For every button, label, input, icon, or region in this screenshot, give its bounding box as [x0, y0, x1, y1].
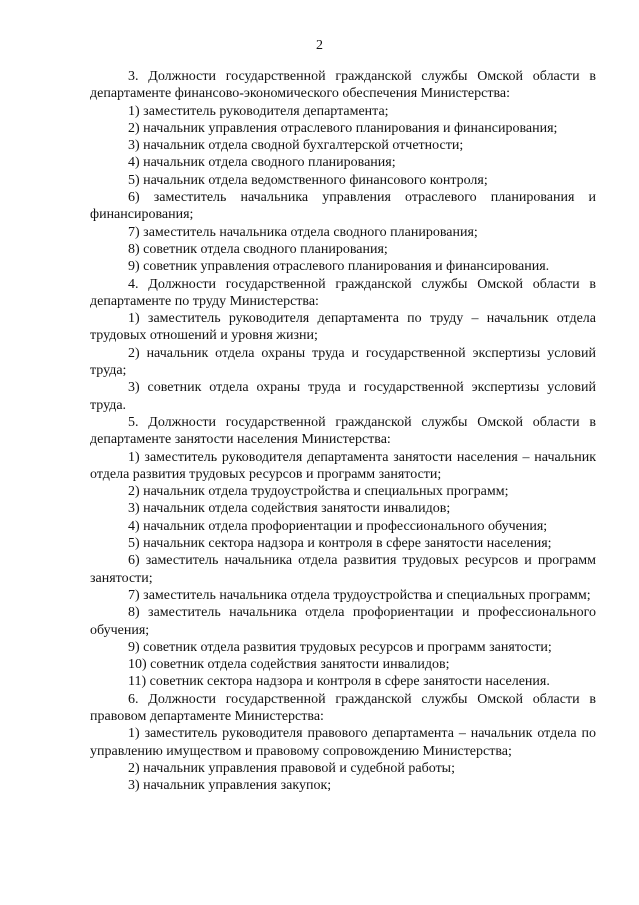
list-item: 6) заместитель начальника отдела развития трудовых ресурсов и программ занятости;: [90, 553, 596, 586]
list-item: 2) начальник отдела трудоустройства и специальных программ;: [128, 484, 509, 500]
list-item: 1) заместитель руководителя департамента;: [128, 103, 389, 119]
section-heading: 5. Должности государственной гражданской службы Омской области в департаменте занятости населения Министерства:: [90, 414, 596, 448]
list-item: 8) заместитель начальника отдела профориентации и профессионального обучения;: [90, 605, 596, 638]
list-item: 9) советник отдела развития трудовых ресурсов и программ занятости;: [128, 639, 552, 655]
list-item: 3) советник отдела охраны труда и государственной экспертизы условий труда.: [90, 380, 596, 413]
document-body: [90, 68, 596, 794]
list-item: 1) заместитель руководителя департамента по труду – начальник отдела трудовых отношений и уровня жизни;: [90, 311, 596, 344]
list-item: 3) начальник отдела содействия занятости инвалидов;: [128, 501, 451, 517]
list-item: 2) начальник управления отраслевого планирования и финансирования;: [128, 120, 558, 136]
list-item: 1) заместитель руководителя департамента занятости населения – начальник отдела развития трудовых ресурсов и программ занятости;: [90, 449, 596, 482]
list-item: 4) начальник отдела профориентации и профессионального обучения;: [128, 518, 548, 534]
list-item: 11) советник сектора надзора и контроля в сфере занятости населения.: [128, 674, 550, 690]
list-item: 9) советник управления отраслевого планирования и финансирования.: [128, 259, 550, 275]
list-item: 2) начальник управления правовой и судебной работы;: [128, 760, 455, 776]
list-item: 7) заместитель начальника отдела сводного планирования;: [128, 224, 478, 240]
list-item: 2) начальник отдела охраны труда и государственной экспертизы условий труда;: [90, 345, 596, 379]
section-heading: 4. Должности государственной гражданской службы Омской области в департаменте по труду Министерства:: [90, 276, 596, 309]
page-number: 2: [316, 38, 323, 53]
list-item: 7) заместитель начальника отдела трудоустройства и специальных программ;: [128, 587, 591, 603]
section-heading: 3. Должности государственной гражданской службы Омской области в департаменте финансово-экономического обеспечения Министерства:: [90, 69, 596, 102]
list-item: 10) советник отдела содействия занятости инвалидов;: [128, 657, 450, 673]
list-item: 6) заместитель начальника управления отраслевого планирования и финансирования;: [90, 190, 596, 223]
list-item: 1) заместитель руководителя правового департамента – начальник отдела по управлению имуществом и правовому сопровождению Министерства;: [90, 726, 596, 759]
list-item: 4) начальник отдела сводного планирования;: [128, 155, 396, 171]
list-item: 5) начальник отдела ведомственного финансового контроля;: [128, 172, 488, 188]
section-heading: 6. Должности государственной гражданской службы Омской области в правовом департаменте Министерства:: [90, 691, 596, 724]
list-item: 8) советник отдела сводного планирования;: [128, 241, 388, 257]
list-item: 3) начальник отдела сводной бухгалтерской отчетности;: [128, 138, 464, 154]
list-item: 3) начальник управления закупок;: [128, 778, 332, 794]
list-item: 5) начальник сектора надзора и контроля в сфере занятости населения;: [128, 536, 552, 552]
